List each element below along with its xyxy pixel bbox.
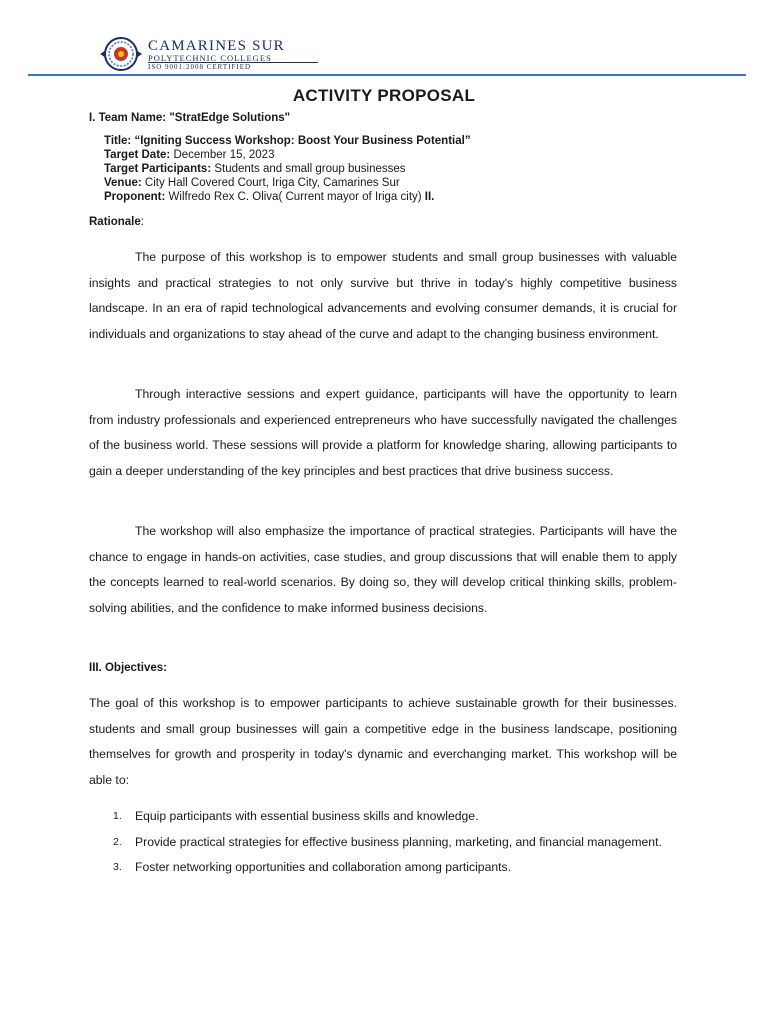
detail-participants — [104, 162, 471, 176]
detail-title — [104, 134, 471, 148]
rationale-heading-text: Rationale — [89, 216, 141, 228]
detail-date-label: Target Date: — [104, 149, 171, 161]
list-item-text: Equip participants with essential business skills and knowledge. — [135, 809, 479, 823]
objectives-intro: The goal of this workshop is to empower participants to achieve sustainable growth for their businesses. students and small group businesses will gain a competitive edge in the business landscape, positioning themselves for growth and prosperity in today's dynamic and everchanging market. This workshop will be able to: — [89, 696, 677, 788]
list-item-number: 2. — [113, 835, 122, 848]
certification: ISO 9001:2008 CERTIFIED — [148, 63, 252, 71]
list-item-number: 3. — [113, 861, 122, 874]
activity-details — [104, 134, 471, 204]
detail-proponent-value: Wilfredo Rex C. Oliva( Current mayor of Iriga city) — [168, 191, 422, 203]
header-divider — [28, 74, 746, 76]
detail-venue-label: Venue: — [104, 177, 142, 189]
rationale-paragraph-3: The workshop will also emphasize the importance of practical strategies. Participants will have the chance to engage in hands-on activities, case studies, and group discussions that will enable them to apply the concepts learned to real-world scenarios. By doing so, they will develop critical thinking skills, problem-solving abilities, and the confidence to make informed business decisions. — [89, 524, 677, 616]
detail-venue — [104, 176, 471, 190]
detail-date — [104, 148, 471, 162]
list-item-text: Foster networking opportunities and collaboration among participants. — [135, 860, 511, 875]
detail-proponent — [104, 190, 471, 204]
objectives-list — [89, 804, 677, 881]
rationale-paragraph-2: Through interactive sessions and expert guidance, participants will have the opportunity to learn from industry professionals and experienced entrepreneurs who have successfully navigated the challenges of the business world. These sessions will provide a platform for knowledge sharing, allowing participants to gain a deeper understanding of the key principles and best practices that drive business success. — [89, 387, 677, 479]
detail-title-label: Title: — [104, 135, 132, 147]
detail-venue-value: City Hall Covered Court, Iriga City, Camarines Sur — [144, 177, 400, 189]
institution-name: CAMARINES SUR — [148, 38, 285, 54]
rationale-paragraph-1: The purpose of this workshop is to empower students and small group businesses with valuable insights and practical strategies to not only survive but thrive in today's highly competitive business landscape. In an era of rapid technological advancements and evolving consumer demands, it is crucial for individuals and organizations to stay ahead of the curve and adapt to the changing business environment. — [89, 250, 677, 342]
rationale-heading — [89, 216, 144, 228]
list-item-text: Provide practical strategies for effective business planning, marketing, and financial management. — [135, 834, 662, 849]
detail-proponent-label: Proponent: — [104, 191, 166, 203]
college-seal-icon — [96, 36, 146, 72]
objectives-heading: III. Objectives: — [89, 662, 167, 674]
document-title: ACTIVITY PROPOSAL — [292, 86, 476, 105]
rationale-heading-colon: : — [140, 216, 144, 228]
detail-date-value: December 15, 2023 — [173, 149, 275, 161]
list-item — [89, 830, 677, 856]
list-item — [89, 804, 677, 830]
list-item — [89, 855, 677, 881]
detail-proponent-suffix: II. — [424, 191, 435, 203]
team-name: I. Team Name: "StratEdge Solutions" — [89, 112, 291, 124]
letterhead — [96, 36, 356, 72]
institution-subtitle: POLYTECHNIC COLLEGES — [148, 53, 272, 63]
detail-participants-label: Target Participants: — [104, 163, 212, 175]
detail-participants-value: Students and small group businesses — [214, 163, 406, 175]
list-item-number: 1. — [113, 810, 122, 822]
detail-title-value: “Igniting Success Workshop: Boost Your Business Potential” — [134, 135, 471, 147]
